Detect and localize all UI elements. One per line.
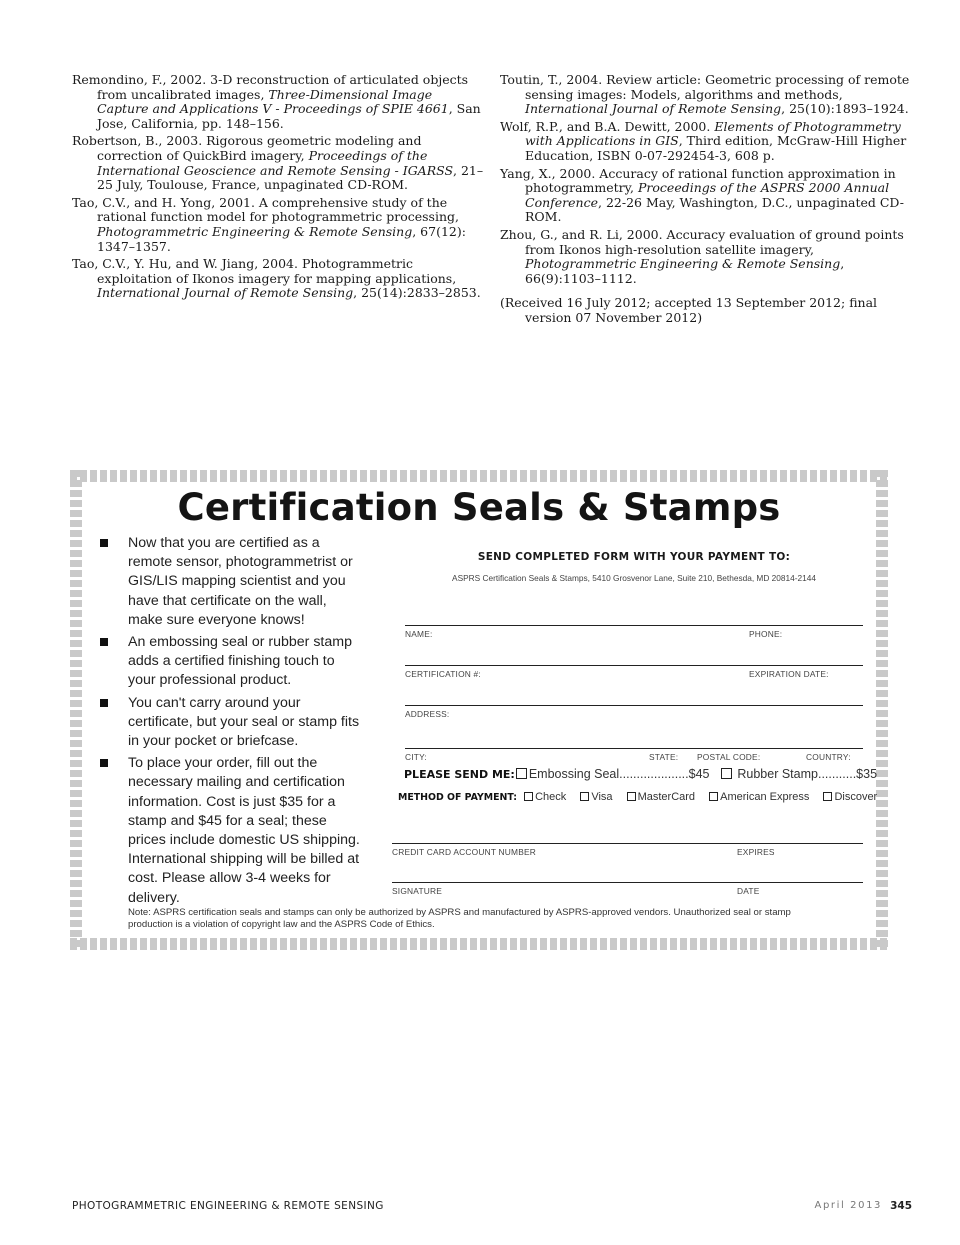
reference-entry: Yang, X., 2000. Accuracy of rational function approximation in photogrammetry, Proceedings of the ASPRS 2000 Annual Conference, 22-26 May, Washington, D.C., unpaginated CD-ROM. [500,165,904,225]
reference-entry: Remondino, F., 2002. 3-D reconstruction of articulated objects from uncalibrated images, Three-Dimensional Image Capture and Applications V - Proceedings of SPIE 4661, San Jose, California, pp. 148–156. [72,72,481,131]
phone-label: PHONE: [749,629,783,639]
embossing-seal-checkbox[interactable] [516,768,527,779]
american-express-checkbox[interactable] [709,792,718,801]
rubber-stamp-option: Rubber Stamp...........$35 [737,767,878,781]
certification-ad [70,470,888,950]
certification-label: CERTIFICATION #: [405,669,481,679]
send-address: ASPRS Certification Seals & Stamps, 5410 Grosvenor Lane, Suite 210, Bethesda, MD 20814-2144 [452,573,816,583]
signature-line[interactable] [392,882,863,883]
ad-title: Certification Seals & Stamps [177,486,781,529]
reference-entry: Toutin, T., 2004. Review article: Geometric processing of remote sensing images: Models, algorithms and methods, International Journal of Remote Sensing, 25(10):1893–1924. [500,72,910,117]
square-bullet-icon [100,699,108,707]
expiration-label: EXPIRATION DATE: [749,669,829,679]
list-item: An embossing seal or rubber stamp adds a certified finishing touch to your professional product. [98,633,360,691]
rubber-stamp-checkbox[interactable] [721,768,732,779]
city-label: CITY: [405,752,427,762]
reference-entry: Zhou, G., and R. Li, 2000. Accuracy evaluation of ground points from Ikonos high-resolution satellite imagery, Photogrammetric Engineering & Remote Sensing, 66(9):1103–1112. [500,226,904,286]
ad-footnote: Note: ASPRS certification seals and stamps can only be authorized by ASPRS and manufactured by ASPRS-approved vendors. Unauthorized seal or stamp production is a violation of copyright law and the ASPRS Code of Ethics. [128,907,791,930]
credit-card-line[interactable] [392,843,863,844]
check-checkbox[interactable] [524,792,533,801]
name-label: NAME: [405,629,433,639]
reference-entry: Robertson, B., 2003. Rigorous geometric modeling and correction of QuickBird imagery, Proceedings of the International Geoscience and Remote Sensing - IGARSS, 21–25 July, Toulouse, France, unpaginated CD-ROM. [72,133,484,193]
embossing-seal-option: Embossing Seal....................$45 [528,767,710,781]
reference-entry: Tao, C.V., and H. Yong, 2001. A comprehensive study of the rational function model for photogrammetric processing, Photogrammetric Engineering & Remote Sensing, 67(12): 1347–1357. [72,194,466,254]
expires-label: EXPIRES [737,847,775,857]
square-bullet-icon [100,759,108,767]
reference-entry: Wolf, R.P., and B.A. Dewitt, 2000. Elements of Photogrammetry with Applications in GIS, Third edition, McGraw-Hill Higher Education, ISBN 0-07-292454-3, 608 p. [500,118,907,163]
payment-method-row: METHOD OF PAYMENT: Check Visa MasterCard American Express Discover [398,791,878,803]
address-label: ADDRESS: [405,709,450,719]
certification-line[interactable] [405,665,863,666]
country-label: COUNTRY: [806,752,851,762]
list-item: Now that you are certified as a remote sensor, photogrammetrist or GIS/LIS mapping scientist and you have that certificate on the wall, make sure everyone knows! [98,534,360,630]
name-phone-line[interactable] [405,625,863,626]
references-right-column [500,73,912,329]
page-number: 345 [890,1200,912,1212]
reference-entry: Tao, C.V., Y. Hu, and W. Jiang, 2004. Photogrammetric exploitation of Ikonos imagery for mapping applications, International Journal of Remote Sensing, 25(14):2833–2853. [72,256,481,301]
credit-card-label: CREDIT CARD ACCOUNT NUMBER [392,847,537,857]
state-label: STATE: [649,752,679,762]
address-line[interactable] [405,705,863,706]
list-item: To place your order, fill out the necessary mailing and certification information. Cost is just $35 for a stamp and $45 for a seal; these prices include domestic US shipping. International shipping will be billed at cost. Please allow 3-4 weeks for delivery. [98,754,360,908]
signature-label: SIGNATURE [392,886,443,896]
square-bullet-icon [100,539,108,547]
square-bullet-icon [100,638,108,646]
date-label: DATE [737,886,760,896]
visa-checkbox[interactable] [580,792,589,801]
postal-code-label: POSTAL CODE: [697,752,761,762]
references-left-column [72,73,486,304]
discover-checkbox[interactable] [823,792,832,801]
ad-bullet-list [98,534,360,911]
please-send-me-row: PLEASE SEND ME: Embossing Seal....................$45 Rubber Stamp...........$35 [404,767,878,781]
footer-issue-date: April 2013 [814,1200,882,1211]
send-heading: SEND COMPLETED FORM WITH YOUR PAYMENT TO: [477,551,791,563]
footer-journal-name: PHOTOGRAMMETRIC ENGINEERING & REMOTE SENSING [72,1200,384,1212]
city-line[interactable] [405,748,863,749]
received-note: (Received 16 July 2012; accepted 13 September 2012; final version 07 November 2012) [500,295,878,325]
list-item: You can't carry around your certificate, but your seal or stamp fits in your pocket or briefcase. [98,694,360,752]
mastercard-checkbox[interactable] [627,792,636,801]
